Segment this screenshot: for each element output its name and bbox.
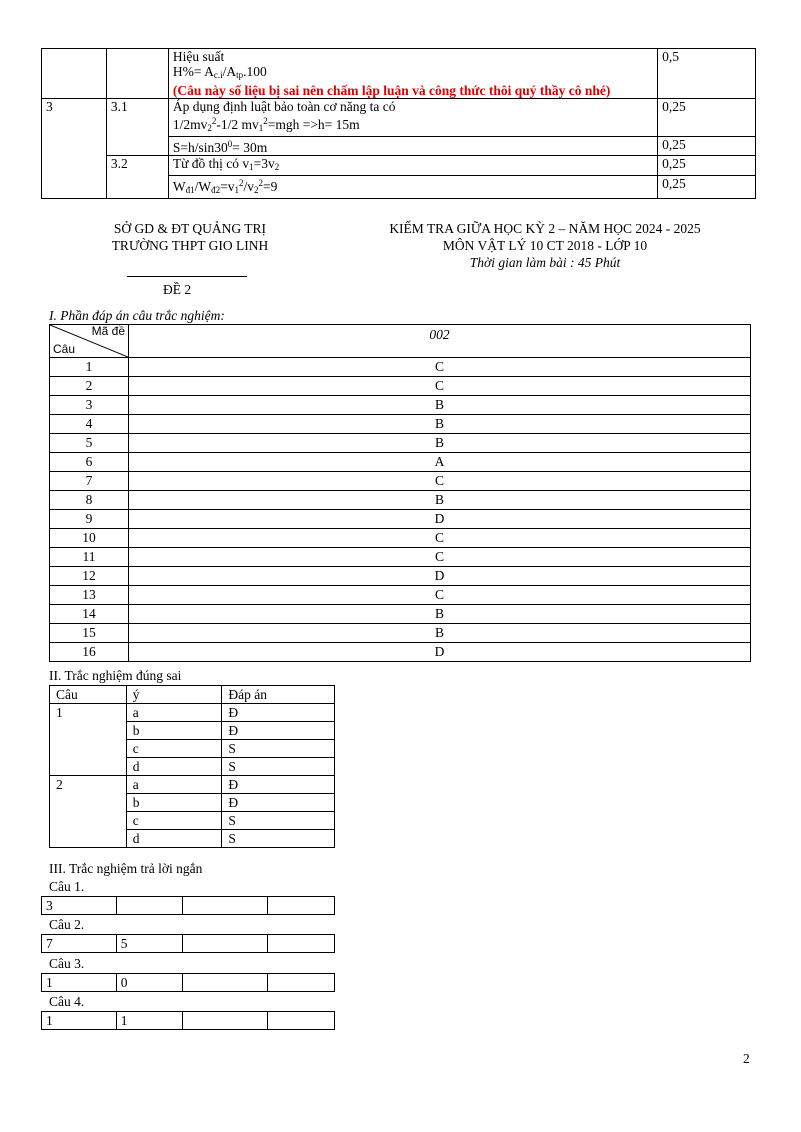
question-number: 2 [50,377,129,396]
answer-digit-cell: 0 [116,974,182,992]
efficiency-cell [168,49,657,99]
question-number: 11 [50,548,129,567]
short-answer-label: Câu 3. [49,956,85,971]
table-row [50,529,751,548]
item-letter: d [126,758,222,776]
efficiency-formula: $H\%= A_{c.i}/A_{tp}.100$ [172,64,267,80]
question-header: Câu [53,342,76,356]
energy-equation: $1/2mv_2^2-1/2$ $mv_1^2=mgh =>h= 15m$ [172,116,360,133]
efficiency-title: Hiệu suất [172,49,225,64]
table-row [50,453,751,472]
true-false-answer: S [222,830,335,848]
score-cell: 0,25 [658,99,756,137]
table-row [50,472,751,491]
answer-digit-cell: 1 [116,1012,182,1030]
school-header [70,220,310,254]
grading-note: (Câu này số liệu bị sai nên chấm lập luận và công thức thôi quý thầy cô nhé) [172,83,611,98]
question-number: 8 [50,491,129,510]
table-row [42,897,335,915]
question-number: 10 [50,529,129,548]
true-false-answer: Đ [222,722,335,740]
question-number: 15 [50,624,129,643]
section-2-title: II. Trắc nghiệm đúng sai [49,668,182,683]
sub-question: 3.2 [106,156,168,199]
question-number: 1 [50,704,127,776]
answer-digit-cell: 7 [42,935,117,953]
exam-code-label: ĐỀ 2 [163,282,192,297]
question-number: 5 [50,434,129,453]
answer-digit-cell: 1 [42,1012,117,1030]
short-answer-label: Câu 4. [49,994,85,1009]
true-false-rows [50,704,335,848]
question-number: 3 [42,99,107,199]
section-1-title: I. Phần đáp án câu trắc nghiệm: [49,308,225,323]
answer-letter: C [129,358,751,377]
distance-equation: $S=h/\sin 30^0= 30m$ [168,137,657,156]
answer-letter: A [129,453,751,472]
answer-rows [50,358,751,662]
answer-digit-cell: 5 [116,935,182,953]
short-answer-label: Câu 2. [49,917,85,932]
answer-digit-cell [268,974,335,992]
table-row [50,643,751,662]
divider [127,276,247,277]
table-row [42,974,335,992]
item-letter: b [126,794,222,812]
table-row [42,99,756,137]
answer-letter: B [129,605,751,624]
true-false-answer: S [222,740,335,758]
answer-digit-cell [182,1012,268,1030]
answer-digit-cell [182,897,268,915]
graph-statement: Từ đồ thị có $v_1=3v_2$ [168,156,657,176]
short-answer-grid [41,1011,335,1030]
question-number: 13 [50,586,129,605]
score-cell: 0,25 [658,156,756,176]
score-cell: 0,25 [658,176,756,199]
table-row [50,396,751,415]
answer-digit-cell [116,897,182,915]
header-question: Câu [50,686,127,704]
item-letter: d [126,830,222,848]
energy-ratio: $W_{đ1}/W_{đ2}=v_1^2/v_2^2=9$ [168,176,657,199]
answer-digit-cell [182,974,268,992]
table-header-row [50,325,751,358]
answer-letter: B [129,624,751,643]
answer-digit-cell [268,935,335,953]
score-cell: 0,5 [658,49,756,99]
section-3-title: III. Trắc nghiệm trả lời ngắn [49,861,203,876]
item-letter: a [126,776,222,794]
short-answer-grid [41,896,335,915]
answer-letter: D [129,510,751,529]
time-limit: Thời gian làm bài : 45 Phút [469,255,621,270]
answer-letter: B [129,491,751,510]
table-row [42,156,756,176]
true-false-answer: Đ [222,794,335,812]
table-row [50,415,751,434]
header-answer: Đáp án [222,686,335,704]
item-letter: c [126,740,222,758]
short-answer-label: Câu 1. [49,879,85,894]
answer-letter: C [129,529,751,548]
answer-digit-cell [268,897,335,915]
sub-question: 3.1 [106,99,168,156]
score-cell: 0,25 [658,137,756,156]
question-number: 16 [50,643,129,662]
answer-letter: B [129,396,751,415]
exam-code-value: 002 [129,325,751,358]
scoring-table [41,48,756,199]
item-letter: c [126,812,222,830]
question-number: 3 [50,396,129,415]
table-row [50,704,335,722]
table-row [42,49,756,99]
exam-code-header: Mã đề [91,324,125,338]
item-letter: b [126,722,222,740]
table-row [50,434,751,453]
table-row [50,605,751,624]
answer-letter: C [129,472,751,491]
exam-header [345,220,745,271]
question-number: 7 [50,472,129,491]
table-row [50,624,751,643]
answer-letter: C [129,377,751,396]
table-row [50,548,751,567]
answer-letter: D [129,643,751,662]
item-letter: a [126,704,222,722]
table-row [42,935,335,953]
true-false-answer: Đ [222,704,335,722]
answer-letter: B [129,415,751,434]
answer-digit-cell [182,935,268,953]
true-false-answer: Đ [222,776,335,794]
question-number: 14 [50,605,129,624]
answer-digit-cell: 3 [42,897,117,915]
table-row [50,567,751,586]
exam-title: KIỂM TRA GIỮA HỌC KỲ 2 – NĂM HỌC 2024 - 2025 [389,221,701,236]
question-number: 12 [50,567,129,586]
table-row [50,377,751,396]
true-false-table [49,685,335,848]
subject-line: MÔN VẬT LÝ 10 CT 2018 - LỚP 10 [442,238,648,253]
table-row [50,586,751,605]
answer-letter: C [129,586,751,605]
corner-cell [50,325,129,358]
question-number: 9 [50,510,129,529]
true-false-answer: S [222,812,335,830]
question-number: 6 [50,453,129,472]
solution-cell: Áp dụng định luật bảo toàn cơ năng ta có $1/2mv_2^2-1/2$ $mv_1^2=mgh =>h= 15m$ [168,99,657,137]
answer-letter: D [129,567,751,586]
question-number: 2 [50,776,127,848]
school-name: TRƯỜNG THPT GIO LINH [111,238,269,253]
multiple-choice-answer-table [49,324,751,662]
true-false-answer: S [222,758,335,776]
table-header-row [50,686,335,704]
department-name: SỞ GD & ĐT QUẢNG TRỊ [113,221,267,236]
table-row [50,510,751,529]
table-row [50,491,751,510]
short-answer-grid [41,973,335,992]
header-item: ý [126,686,222,704]
question-number: 4 [50,415,129,434]
table-row [50,358,751,377]
answer-letter: C [129,548,751,567]
page-number: 2 [743,1051,750,1066]
answer-digit-cell [268,1012,335,1030]
table-row [50,776,335,794]
answer-digit-cell: 1 [42,974,117,992]
answer-letter: B [129,434,751,453]
short-answer-grid [41,934,335,953]
table-row [42,1012,335,1030]
question-number: 1 [50,358,129,377]
